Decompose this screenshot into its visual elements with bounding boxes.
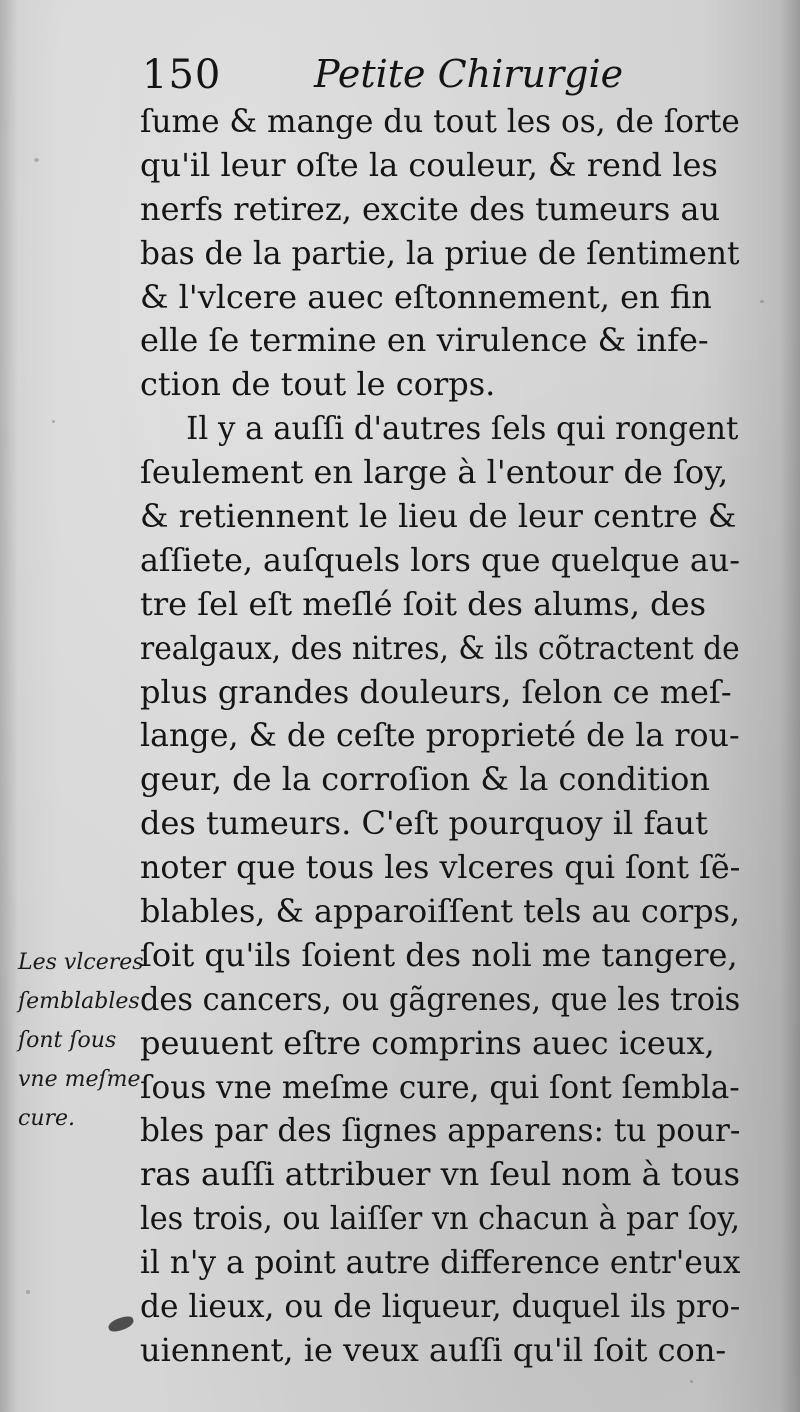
text-line: elle ſe termine en virulence & infe-	[140, 321, 709, 360]
ink-blot-mark	[107, 1314, 135, 1333]
text-line: qu'il leur oſte la couleur, & rend les	[140, 145, 718, 184]
text-line: & retiennent le lieu de leur centre &	[140, 497, 737, 536]
text-line: ſous vne meſme cure, qui ſont ſembla-	[140, 1067, 740, 1106]
text-line: ras auſſi attribuer vn ſeul nom à tous	[140, 1155, 741, 1194]
text-line: lange, & de ceſte proprieté de la rou-	[140, 716, 740, 755]
paper-speck	[34, 158, 39, 162]
margin-note-line: vne meſme	[18, 1067, 141, 1092]
text-line: geur, de la corroſion & la condition	[140, 760, 711, 799]
text-line: ction de tout le corps.	[140, 365, 496, 404]
text-line: il n'y a point autre difference entr'eux	[140, 1243, 741, 1282]
text-line: realgaux, des nitres, & ils cõtractent de	[140, 628, 740, 667]
text-line: tre ſel eſt meſlé ſoit des alums, des	[140, 584, 706, 623]
text-line: les trois, ou laiſſer vn chacun à par ſoy,	[140, 1199, 741, 1238]
text-line: plus grandes douleurs, ſelon ce meſ-	[140, 672, 732, 711]
text-line: des cancers, ou gãgrenes, que les trois	[140, 979, 741, 1018]
text-line: & l'vlcere auec eſtonnement, en fin	[140, 277, 712, 316]
text-line: bas de la partie, la priue de ſentiment	[140, 233, 740, 272]
text-line: ſeulement en large à l'entour de ſoy,	[140, 453, 729, 492]
text-line: blables, & apparoiſſent tels au corps,	[140, 892, 741, 931]
body-text	[140, 100, 740, 1373]
page-number: 150	[142, 52, 222, 98]
text-line: aſſiete, auſquels lors que quelque au-	[140, 540, 741, 579]
margin-note-line: ſont ſous	[18, 1028, 117, 1053]
text-line: de lieux, ou de liqueur, duquel ils pro-	[140, 1287, 741, 1326]
margin-note-line: cure.	[18, 1106, 76, 1131]
text-line: bles par des ſignes apparens: tu pour-	[140, 1111, 741, 1150]
text-line: des tumeurs. C'eſt pourquoy il faut	[140, 804, 708, 843]
paper-speck	[760, 300, 764, 303]
text-line: peuuent eſtre comprins auec iceux,	[140, 1023, 715, 1062]
text-line: ſume & mange du tout les os, de ſorte	[140, 102, 740, 140]
margin-note-line: Les vlceres	[18, 950, 144, 975]
running-head	[142, 46, 742, 104]
margin-note	[18, 943, 168, 1138]
text-line: noter que tous les vlceres qui ſont ſẽ-	[140, 848, 741, 887]
margin-note-line: ſemblables	[18, 989, 140, 1014]
text-line: ſoit qu'ils ſoient des noli me tangere,	[140, 935, 738, 974]
running-title: Petite Chirurgie	[314, 52, 624, 96]
paper-speck	[690, 1380, 693, 1383]
paper-speck	[26, 1290, 30, 1294]
paragraph-start-line: Il y a auſſi d'autres ſels qui rongent	[186, 409, 739, 448]
text-line: nerfs retirez, excite des tumeurs au	[140, 189, 721, 228]
paper-speck	[52, 420, 55, 423]
text-line: uiennent, ie veux auſſi qu'il ſoit con-	[140, 1330, 727, 1369]
